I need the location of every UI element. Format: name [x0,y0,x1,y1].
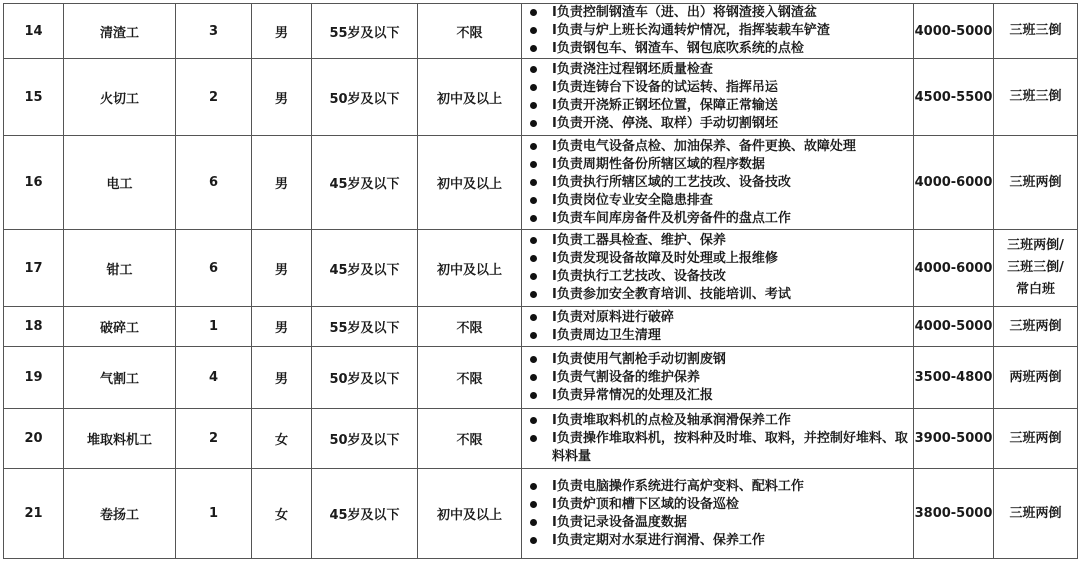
duty-item: I负责控制钢渣车（进、出）将钢渣接入钢渣盆 [528,4,911,22]
shift-schedule [994,230,1078,307]
table-row [4,59,1078,136]
table-row [4,409,1078,469]
education-requirement: 初中及以上 [418,469,522,559]
duty-item: I负责对原料进行破碎 [528,309,911,327]
shift-line: 三班两倒 [1009,174,1062,190]
age-requirement: 50岁及以下 [312,409,418,469]
duties-cell [522,347,914,409]
age-requirement: 50岁及以下 [312,347,418,409]
gender: 男 [252,136,312,230]
table-row [4,136,1078,230]
duty-item: I负责连铸台下设备的试运转、指挥吊运 [528,79,911,97]
salary-range: 3900-5000 [914,409,994,469]
headcount: 2 [176,59,252,136]
duty-item: I负责异常情况的处理及汇报 [528,387,911,405]
age-requirement: 55岁及以下 [312,307,418,347]
shift-schedule [994,347,1078,409]
shift-line: 三班两倒 [1009,318,1062,334]
duty-item: I负责定期对水泵进行润滑、保养工作 [528,532,911,550]
duty-item: I负责参加安全教育培训、技能培训、考试 [528,286,911,304]
duty-item: I负责操作堆取料机，按料种及时堆、取料，并控制好堆料、取料料量 [528,430,911,466]
shift-line: 三班两倒/ [1007,238,1064,253]
duty-item: I负责气割设备的维护保养 [528,369,911,387]
position-name: 清渣工 [64,4,176,59]
salary-range: 4000-5000 [914,307,994,347]
position-name: 堆取料机工 [64,409,176,469]
salary-range: 3800-5000 [914,469,994,559]
duties-list [528,4,911,58]
education-requirement: 不限 [418,347,522,409]
gender: 男 [252,347,312,409]
duties-list [528,138,911,228]
duties-cell [522,409,914,469]
duty-item: I负责周期性备份所辖区域的程序数据 [528,156,911,174]
headcount: 3 [176,4,252,59]
position-name: 破碎工 [64,307,176,347]
education-requirement: 初中及以上 [418,59,522,136]
row-number: 20 [4,409,64,469]
duty-item: I负责发现设备故障及时处理或上报维修 [528,250,911,268]
duties-cell [522,307,914,347]
duty-item: I负责电脑操作系统进行高炉变料、配料工作 [528,478,911,496]
shift-schedule [994,136,1078,230]
duties-list [528,61,911,133]
shift-line: 常白班 [1015,282,1055,297]
table-row [4,230,1078,307]
duties-list [528,351,911,405]
position-name: 气割工 [64,347,176,409]
duty-item: I负责使用气割枪手动切割废钢 [528,351,911,369]
row-number: 19 [4,347,64,409]
headcount: 4 [176,347,252,409]
education-requirement: 初中及以上 [418,136,522,230]
row-number: 21 [4,469,64,559]
headcount: 1 [176,469,252,559]
age-requirement: 45岁及以下 [312,469,418,559]
duties-cell [522,469,914,559]
age-requirement: 45岁及以下 [312,230,418,307]
gender: 女 [252,409,312,469]
position-name: 钳工 [64,230,176,307]
shift-schedule [994,469,1078,559]
row-number: 15 [4,59,64,136]
age-requirement: 45岁及以下 [312,136,418,230]
gender: 男 [252,4,312,59]
table-row [4,469,1078,559]
table-row [4,307,1078,347]
duty-item: I负责记录设备温度数据 [528,514,911,532]
duty-item: I负责浇注过程钢坯质量检查 [528,61,911,79]
shift-line: 三班三倒 [1009,23,1062,38]
duty-item: I负责堆取料机的点检及轴承润滑保养工作 [528,412,911,430]
table-row [4,347,1078,409]
education-requirement: 初中及以上 [418,230,522,307]
duty-item: I负责炉顶和槽下区域的设备巡检 [528,496,911,514]
position-name: 火切工 [64,59,176,136]
row-number: 14 [4,4,64,59]
duties-cell [522,230,914,307]
gender: 女 [252,469,312,559]
salary-range: 4000-5000 [914,4,994,59]
shift-schedule [994,409,1078,469]
duties-cell [522,4,914,59]
row-number: 17 [4,230,64,307]
row-number: 16 [4,136,64,230]
shift-line: 三班两倒 [1009,505,1062,521]
duty-item: I负责岗位专业安全隐患排查 [528,192,911,210]
duties-cell [522,59,914,136]
duties-list [528,412,911,466]
duty-item: I负责钢包车、钢渣车、钢包底吹系统的点检 [528,40,911,58]
duties-list [528,232,911,304]
salary-range: 3500-4800 [914,347,994,409]
duties-list [528,478,911,550]
headcount: 6 [176,136,252,230]
duty-item: I负责车间库房备件及机旁备件的盘点工作 [528,210,911,228]
gender: 男 [252,230,312,307]
position-name: 卷扬工 [64,469,176,559]
education-requirement: 不限 [418,409,522,469]
job-table [3,3,1078,559]
headcount: 2 [176,409,252,469]
salary-range: 4500-5500 [914,59,994,136]
duty-item: I负责电气设备点检、加油保养、备件更换、故障处理 [528,138,911,156]
shift-line: 三班三倒 [1009,89,1062,104]
duty-item: I负责与炉上班长沟通转炉情况，指挥装载车铲渣 [528,22,911,40]
table-row [4,4,1078,59]
duty-item: I负责执行所辖区域的工艺技改、设备技改 [528,174,911,192]
salary-range: 4000-6000 [914,136,994,230]
duty-item: I负责开浇矫正钢坯位置，保障正常输送 [528,97,911,115]
shift-line: 三班两倒 [1009,430,1062,446]
position-name: 电工 [64,136,176,230]
shift-line: 两班两倒 [1009,369,1062,385]
duties-list [528,309,911,345]
duty-item: I负责周边卫生清理 [528,327,911,345]
duty-item: I负责开浇、停浇、取样）手动切割钢坯 [528,115,911,133]
education-requirement: 不限 [418,307,522,347]
shift-line: 三班三倒/ [1007,260,1064,275]
duty-item: I负责工器具检查、维护、保养 [528,232,911,250]
duty-item: I负责执行工艺技改、设备技改 [528,268,911,286]
gender: 男 [252,307,312,347]
age-requirement: 55岁及以下 [312,4,418,59]
gender: 男 [252,59,312,136]
salary-range: 4000-6000 [914,230,994,307]
shift-schedule [994,4,1078,59]
headcount: 6 [176,230,252,307]
duties-cell [522,136,914,230]
education-requirement: 不限 [418,4,522,59]
age-requirement: 50岁及以下 [312,59,418,136]
row-number: 18 [4,307,64,347]
shift-schedule [994,307,1078,347]
headcount: 1 [176,307,252,347]
shift-schedule [994,59,1078,136]
